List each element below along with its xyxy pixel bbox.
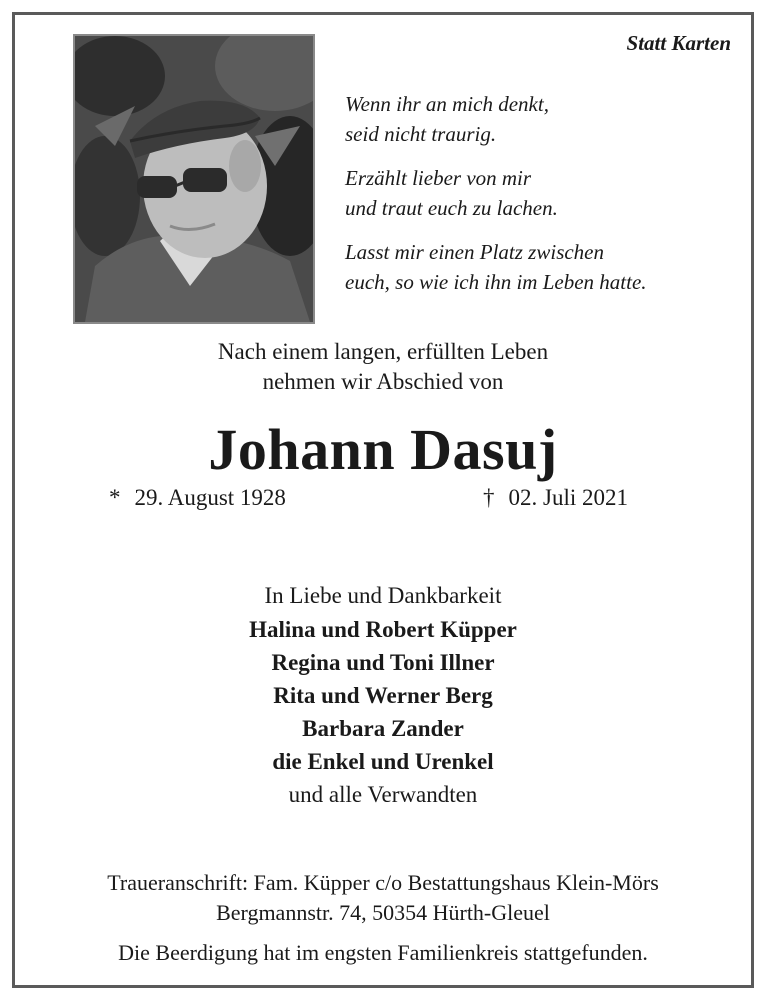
birth-date-text: 29. August 1928 xyxy=(134,485,286,510)
mourner-name: Rita und Werner Berg xyxy=(273,683,493,708)
intro-line-2: nehmen wir Abschied von xyxy=(262,369,504,394)
poem-line: Wenn ihr an mich denkt, xyxy=(345,92,549,116)
poem-line: Lasst mir einen Platz zwischen xyxy=(345,240,605,264)
poem-line: euch, so wie ich ihn im Leben hatte. xyxy=(345,270,647,294)
address-line-1: Traueranschrift: Fam. Küpper c/o Bestattungshaus Klein-Mörs xyxy=(107,870,659,895)
mourner-name: Halina und Robert Küpper xyxy=(249,617,517,642)
birth-date xyxy=(109,483,286,513)
death-date-text: 02. Juli 2021 xyxy=(508,485,628,510)
birth-star-icon: * xyxy=(109,485,121,510)
statt-karten-label: Statt Karten xyxy=(626,31,731,55)
mourning-address xyxy=(15,868,751,928)
intro-line-1: Nach einem langen, erfüllten Leben xyxy=(217,339,549,364)
deceased-name: Johann Dasuj xyxy=(208,417,558,482)
poem-stanza-1 xyxy=(345,89,740,149)
mourner-name: die Enkel und Urenkel xyxy=(272,749,494,774)
poem-line: und traut euch zu lachen. xyxy=(345,196,558,220)
poem-line: seid nicht traurig. xyxy=(345,122,497,146)
portrait-illustration xyxy=(75,36,313,322)
death-cross-icon: † xyxy=(483,485,495,510)
death-date xyxy=(483,483,628,513)
portrait-photo xyxy=(73,34,315,324)
mourners-list xyxy=(15,613,751,811)
burial-note: Die Beerdigung hat im engsten Familienkreis stattgefunden. xyxy=(118,940,648,965)
mourner-name: Regina und Toni Illner xyxy=(271,650,495,675)
intro-text xyxy=(15,337,751,397)
obituary-frame xyxy=(12,12,754,988)
mourner-name: Barbara Zander xyxy=(302,716,464,741)
poem-stanza-2 xyxy=(345,163,740,223)
mourners-intro: In Liebe und Dankbarkeit xyxy=(264,583,502,608)
mourners-closing: und alle Verwandten xyxy=(288,782,478,807)
poem-line: Erzählt lieber von mir xyxy=(345,166,532,190)
address-line-2: Bergmannstr. 74, 50354 Hürth-Gleuel xyxy=(216,900,550,925)
poem-stanza-3 xyxy=(345,237,740,297)
poem xyxy=(345,89,740,311)
